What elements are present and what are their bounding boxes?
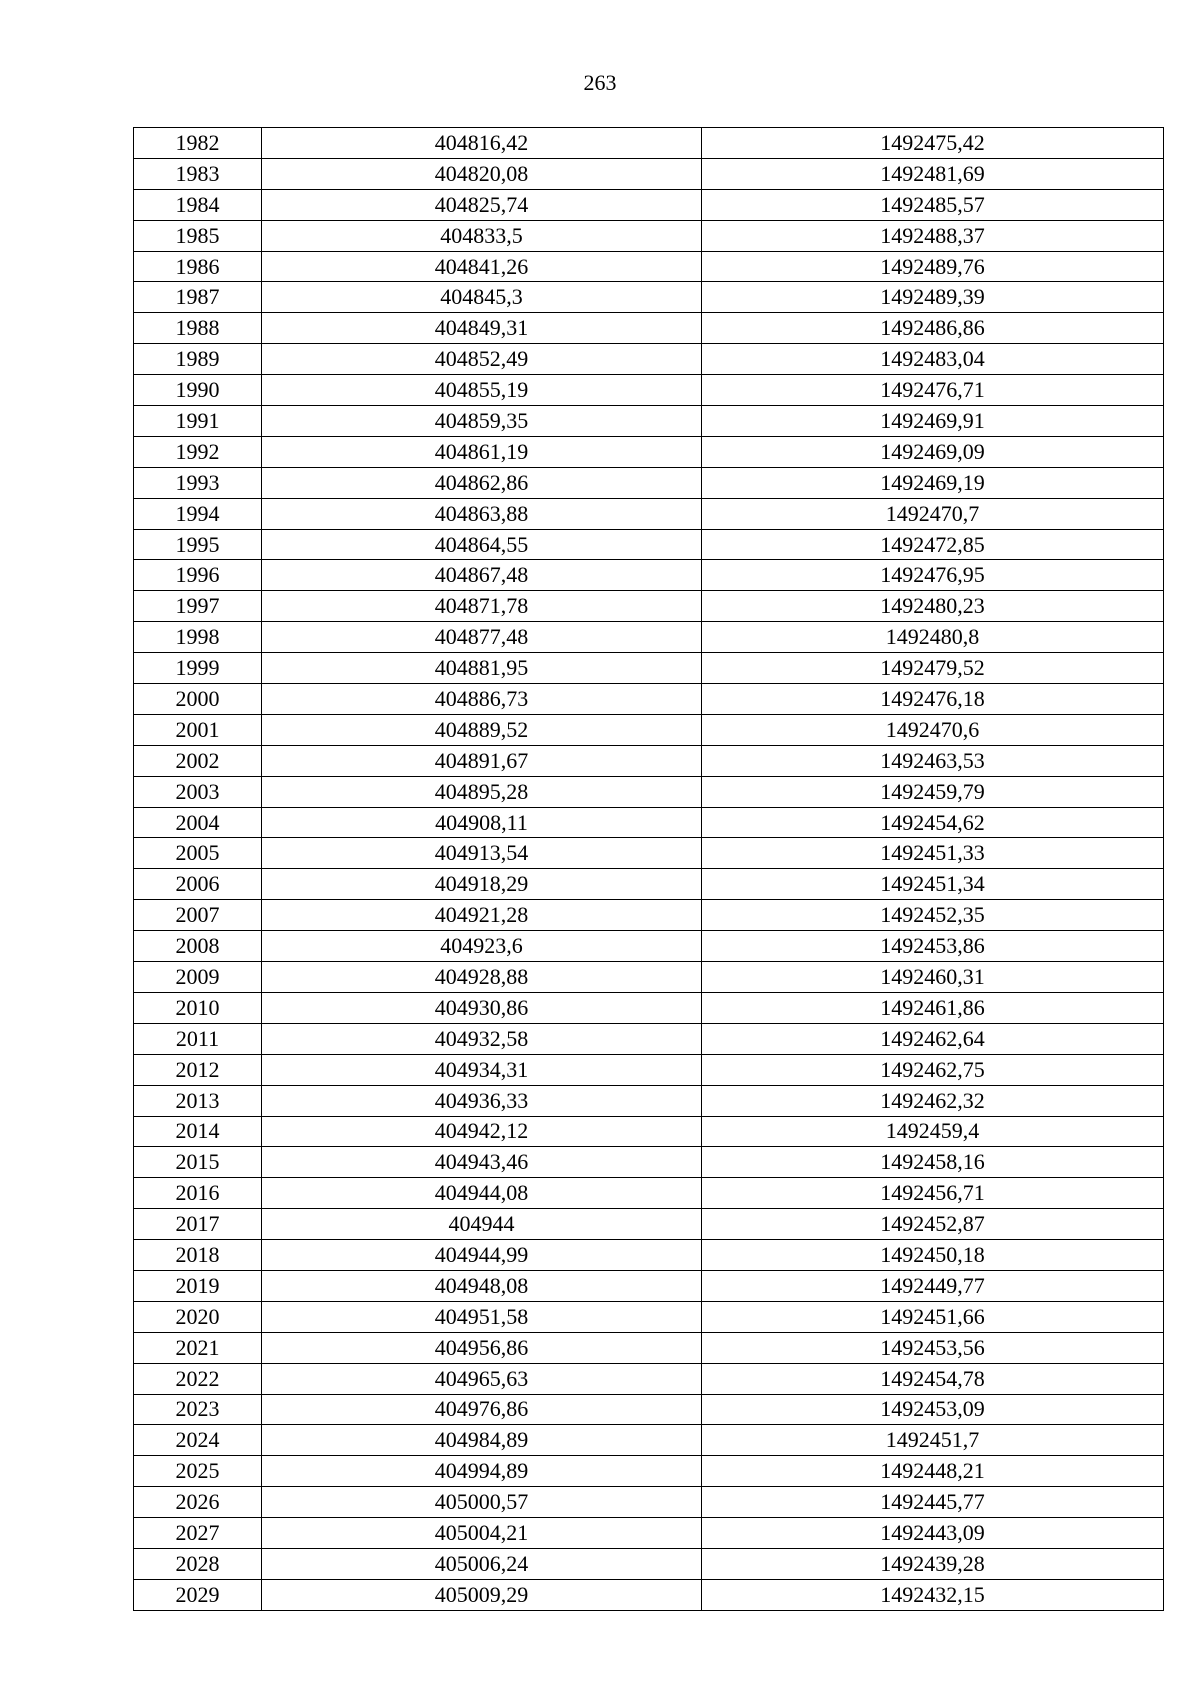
point-number-cell: 1983 [134,158,262,189]
point-number-cell: 2010 [134,992,262,1023]
y-coordinate-cell: 1492451,7 [702,1425,1164,1456]
point-number-cell: 2023 [134,1394,262,1425]
y-coordinate-cell: 1492451,66 [702,1301,1164,1332]
y-coordinate-cell: 1492453,56 [702,1332,1164,1363]
table-row [134,282,1164,313]
point-number-cell: 1999 [134,653,262,684]
y-coordinate-cell: 1492463,53 [702,745,1164,776]
y-coordinate-cell: 1492454,78 [702,1363,1164,1394]
y-coordinate-cell: 1492472,85 [702,529,1164,560]
point-number-cell: 2024 [134,1425,262,1456]
x-coordinate-cell: 404845,3 [262,282,702,313]
table-row [134,1394,1164,1425]
x-coordinate-cell: 404930,86 [262,992,702,1023]
point-number-cell: 2021 [134,1332,262,1363]
x-coordinate-cell: 404932,58 [262,1023,702,1054]
table-row [134,529,1164,560]
table-row [134,1487,1164,1518]
coordinates-table [133,127,1164,1611]
y-coordinate-cell: 1492476,95 [702,560,1164,591]
table-row [134,1456,1164,1487]
y-coordinate-cell: 1492483,04 [702,344,1164,375]
y-coordinate-cell: 1492443,09 [702,1518,1164,1549]
table-row [134,714,1164,745]
table-row [134,1147,1164,1178]
table-row [134,992,1164,1023]
y-coordinate-cell: 1492481,69 [702,158,1164,189]
table-row [134,1301,1164,1332]
point-number-cell: 2013 [134,1085,262,1116]
table-row [134,745,1164,776]
y-coordinate-cell: 1492458,16 [702,1147,1164,1178]
x-coordinate-cell: 404918,29 [262,869,702,900]
point-number-cell: 1992 [134,436,262,467]
x-coordinate-cell: 404928,88 [262,962,702,993]
point-number-cell: 2014 [134,1116,262,1147]
table-row [134,313,1164,344]
y-coordinate-cell: 1492459,79 [702,776,1164,807]
y-coordinate-cell: 1492469,09 [702,436,1164,467]
point-number-cell: 2025 [134,1456,262,1487]
table-row [134,375,1164,406]
point-number-cell: 1993 [134,467,262,498]
y-coordinate-cell: 1492469,19 [702,467,1164,498]
point-number-cell: 2018 [134,1240,262,1271]
y-coordinate-cell: 1492451,34 [702,869,1164,900]
y-coordinate-cell: 1492480,23 [702,591,1164,622]
y-coordinate-cell: 1492489,76 [702,251,1164,282]
x-coordinate-cell: 404976,86 [262,1394,702,1425]
x-coordinate-cell: 404877,48 [262,622,702,653]
table-row [134,962,1164,993]
point-number-cell: 2006 [134,869,262,900]
x-coordinate-cell: 404921,28 [262,900,702,931]
y-coordinate-cell: 1492456,71 [702,1178,1164,1209]
x-coordinate-cell: 404923,6 [262,931,702,962]
point-number-cell: 1996 [134,560,262,591]
x-coordinate-cell: 405009,29 [262,1579,702,1610]
y-coordinate-cell: 1492470,7 [702,498,1164,529]
table-row [134,158,1164,189]
y-coordinate-cell: 1492450,18 [702,1240,1164,1271]
x-coordinate-cell: 404913,54 [262,838,702,869]
y-coordinate-cell: 1492459,4 [702,1116,1164,1147]
x-coordinate-cell: 404994,89 [262,1456,702,1487]
x-coordinate-cell: 404820,08 [262,158,702,189]
y-coordinate-cell: 1492462,64 [702,1023,1164,1054]
point-number-cell: 1982 [134,128,262,159]
table-row [134,684,1164,715]
table-row [134,1425,1164,1456]
table-row [134,1116,1164,1147]
y-coordinate-cell: 1492476,18 [702,684,1164,715]
point-number-cell: 1984 [134,189,262,220]
y-coordinate-cell: 1492489,39 [702,282,1164,313]
point-number-cell: 1989 [134,344,262,375]
point-number-cell: 2000 [134,684,262,715]
table-row [134,1518,1164,1549]
y-coordinate-cell: 1492432,15 [702,1579,1164,1610]
y-coordinate-cell: 1492453,09 [702,1394,1164,1425]
table-row [134,189,1164,220]
y-coordinate-cell: 1492439,28 [702,1548,1164,1579]
x-coordinate-cell: 405006,24 [262,1548,702,1579]
point-number-cell: 1998 [134,622,262,653]
point-number-cell: 2029 [134,1579,262,1610]
y-coordinate-cell: 1492462,32 [702,1085,1164,1116]
x-coordinate-cell: 404889,52 [262,714,702,745]
point-number-cell: 2005 [134,838,262,869]
point-number-cell: 2002 [134,745,262,776]
y-coordinate-cell: 1492475,42 [702,128,1164,159]
x-coordinate-cell: 404833,5 [262,220,702,251]
table-row [134,498,1164,529]
table-row [134,931,1164,962]
table-row [134,128,1164,159]
y-coordinate-cell: 1492461,86 [702,992,1164,1023]
x-coordinate-cell: 404951,58 [262,1301,702,1332]
point-number-cell: 2003 [134,776,262,807]
y-coordinate-cell: 1492451,33 [702,838,1164,869]
x-coordinate-cell: 404861,19 [262,436,702,467]
table-row [134,653,1164,684]
point-number-cell: 2012 [134,1054,262,1085]
table-row [134,900,1164,931]
point-number-cell: 1988 [134,313,262,344]
point-number-cell: 1994 [134,498,262,529]
table-row [134,436,1164,467]
table-row [134,344,1164,375]
x-coordinate-cell: 404849,31 [262,313,702,344]
y-coordinate-cell: 1492453,86 [702,931,1164,962]
x-coordinate-cell: 404867,48 [262,560,702,591]
x-coordinate-cell: 404886,73 [262,684,702,715]
point-number-cell: 1997 [134,591,262,622]
y-coordinate-cell: 1492460,31 [702,962,1164,993]
point-number-cell: 2011 [134,1023,262,1054]
x-coordinate-cell: 404965,63 [262,1363,702,1394]
y-coordinate-cell: 1492462,75 [702,1054,1164,1085]
table-row [134,1209,1164,1240]
point-number-cell: 2022 [134,1363,262,1394]
x-coordinate-cell: 404871,78 [262,591,702,622]
y-coordinate-cell: 1492488,37 [702,220,1164,251]
point-number-cell: 1985 [134,220,262,251]
x-coordinate-cell: 404942,12 [262,1116,702,1147]
x-coordinate-cell: 404863,88 [262,498,702,529]
table-row [134,776,1164,807]
table-row [134,1178,1164,1209]
x-coordinate-cell: 404984,89 [262,1425,702,1456]
page-number: 263 [583,70,617,95]
x-coordinate-cell: 404852,49 [262,344,702,375]
point-number-cell: 2020 [134,1301,262,1332]
x-coordinate-cell: 404944,08 [262,1178,702,1209]
point-number-cell: 2019 [134,1270,262,1301]
y-coordinate-cell: 1492448,21 [702,1456,1164,1487]
y-coordinate-cell: 1492486,86 [702,313,1164,344]
point-number-cell: 1995 [134,529,262,560]
point-number-cell: 2009 [134,962,262,993]
table-row [134,1270,1164,1301]
table-row [134,1548,1164,1579]
x-coordinate-cell: 404936,33 [262,1085,702,1116]
table-row [134,251,1164,282]
table-row [134,591,1164,622]
x-coordinate-cell: 404859,35 [262,406,702,437]
y-coordinate-cell: 1492479,52 [702,653,1164,684]
table-row [134,1332,1164,1363]
table-row [134,807,1164,838]
table-row [134,869,1164,900]
point-number-cell: 2001 [134,714,262,745]
x-coordinate-cell: 405000,57 [262,1487,702,1518]
y-coordinate-cell: 1492476,71 [702,375,1164,406]
table-row [134,1579,1164,1610]
x-coordinate-cell: 404895,28 [262,776,702,807]
x-coordinate-cell: 404825,74 [262,189,702,220]
point-number-cell: 1986 [134,251,262,282]
point-number-cell: 2027 [134,1518,262,1549]
table-row [134,1023,1164,1054]
y-coordinate-cell: 1492470,6 [702,714,1164,745]
x-coordinate-cell: 404891,67 [262,745,702,776]
y-coordinate-cell: 1492469,91 [702,406,1164,437]
x-coordinate-cell: 404816,42 [262,128,702,159]
point-number-cell: 2017 [134,1209,262,1240]
table-row [134,1240,1164,1271]
y-coordinate-cell: 1492452,35 [702,900,1164,931]
x-coordinate-cell: 404934,31 [262,1054,702,1085]
x-coordinate-cell: 404944 [262,1209,702,1240]
y-coordinate-cell: 1492454,62 [702,807,1164,838]
x-coordinate-cell: 404956,86 [262,1332,702,1363]
table-row [134,467,1164,498]
y-coordinate-cell: 1492480,8 [702,622,1164,653]
y-coordinate-cell: 1492452,87 [702,1209,1164,1240]
table-row [134,560,1164,591]
x-coordinate-cell: 404841,26 [262,251,702,282]
x-coordinate-cell: 404943,46 [262,1147,702,1178]
table-row [134,406,1164,437]
point-number-cell: 2004 [134,807,262,838]
point-number-cell: 2007 [134,900,262,931]
table-row [134,1054,1164,1085]
x-coordinate-cell: 404864,55 [262,529,702,560]
x-coordinate-cell: 404944,99 [262,1240,702,1271]
x-coordinate-cell: 404855,19 [262,375,702,406]
table-row [134,1085,1164,1116]
table-row [134,220,1164,251]
x-coordinate-cell: 404881,95 [262,653,702,684]
point-number-cell: 2026 [134,1487,262,1518]
table-row [134,622,1164,653]
y-coordinate-cell: 1492445,77 [702,1487,1164,1518]
point-number-cell: 1987 [134,282,262,313]
point-number-cell: 2016 [134,1178,262,1209]
point-number-cell: 2015 [134,1147,262,1178]
table-row [134,1363,1164,1394]
point-number-cell: 2028 [134,1548,262,1579]
y-coordinate-cell: 1492485,57 [702,189,1164,220]
point-number-cell: 2008 [134,931,262,962]
point-number-cell: 1990 [134,375,262,406]
coordinates-table-body [134,128,1164,1611]
x-coordinate-cell: 404948,08 [262,1270,702,1301]
x-coordinate-cell: 404908,11 [262,807,702,838]
table-row [134,838,1164,869]
y-coordinate-cell: 1492449,77 [702,1270,1164,1301]
point-number-cell: 1991 [134,406,262,437]
x-coordinate-cell: 405004,21 [262,1518,702,1549]
x-coordinate-cell: 404862,86 [262,467,702,498]
